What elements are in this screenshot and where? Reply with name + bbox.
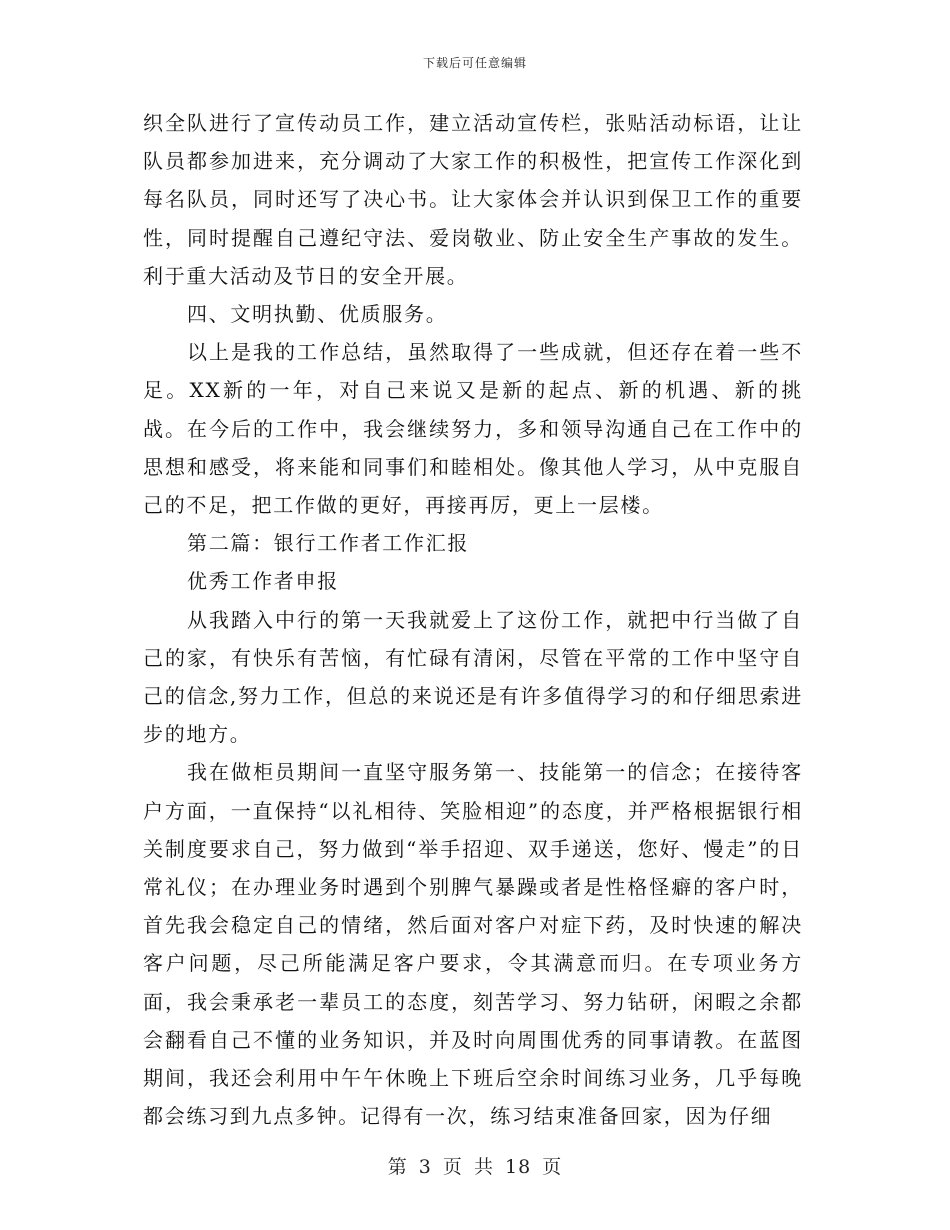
paragraph-teller-duty: 我在做柜员期间一直坚守服务第一、技能第一的信念；在接待客户方面，一直保持“以礼相待、笑脸相迎”的态度，并严格根据银行相关制度要求自己，努力做到“举手招迎、双手递送，您好、慢走”的日常礼仪；在办理业务时遇到个别脾气暴躁或者是性格怪癖的客户时，首先我会稳定自己的情绪，然后面对客户对症下药，及时快速的解决客户问题，尽己所能满足客户要求，令其满意而归。在专项业务方面，我会秉承老一辈员工的态度，刻苦学习、努力钻研，闲暇之余都会翻看自己不懂的业务知识，并及时向周围优秀的同事请教。在蓝图期间，我还会利用中午午休晚上下班后空余时间练习业务，几乎每晚都会练习到九点多钟。记得有一次，练习结束准备回家，因为仔细: [143, 760, 803, 1129]
chapter-title: 第二篇：银行工作者工作汇报: [187, 531, 470, 556]
paragraph-intro: 从我踏入中行的第一天我就爱上了这份工作，就把中行当做了自己的家，有快乐有苦恼，有忙碌有清闲，尽管在平常的工作中坚守自己的信念,努力工作，但总的来说还是有许多值得学习的和仔细思索进步的地方。: [143, 607, 803, 747]
page-header-note: 下载后可任意编辑: [422, 56, 527, 70]
chapter-subtitle: 优秀工作者申报: [187, 569, 339, 594]
page-number-footer: 第 3 页 共 18 页: [387, 1156, 563, 1178]
paragraph-continuation: 织全队进行了宣传动员工作，建立活动宣传栏，张贴活动标语，让让队员都参加进来，充分调动了大家工作的积极性，把宣传工作深化到每名队员，同时还写了决心书。让大家体会并认识到保卫工作的重要性，同时提醒自己遵纪守法、爱岗敬业、防止安全生产事故的发生。利于重大活动及节日的安全开展。: [143, 111, 803, 288]
section-heading-four: 四、文明执勤、优质服务。: [187, 302, 448, 327]
paragraph-summary: 以上是我的工作总结，虽然取得了一些成就，但还存在着一些不足。XX新的一年，对自己来说又是新的起点、新的机遇、新的挑战。在今后的工作中，我会继续努力，多和领导沟通自己在工作中的思想和感受，将来能和同事们和睦相处。像其他人学习，从中克服自己的不足，把工作做的更好，再接再厉，更上一层楼。: [143, 340, 803, 518]
document-body: [143, 104, 803, 1135]
